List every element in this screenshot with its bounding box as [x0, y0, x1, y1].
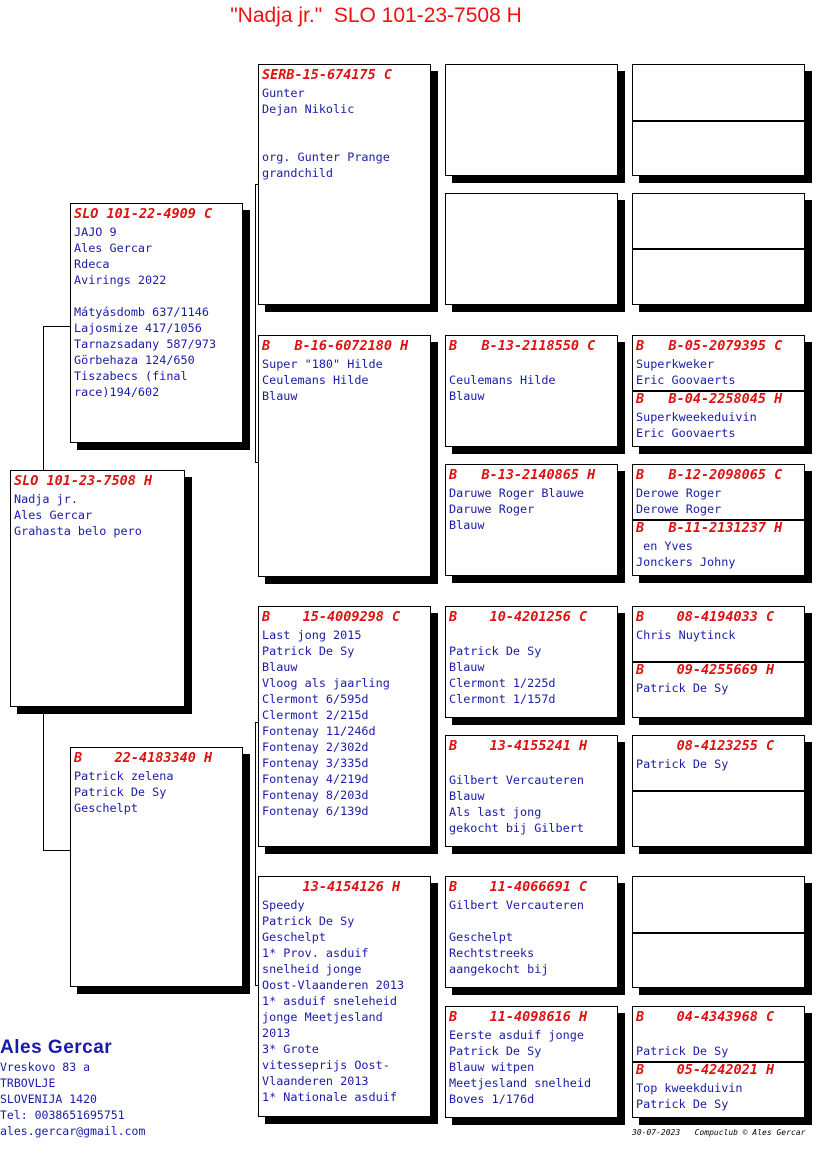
granddam-dam-card — [258, 876, 431, 1117]
footer-credit: 30-07-2023 Compuclub © Ales Gercar — [632, 1128, 806, 1137]
owner-address-line: TRBOVLJE — [0, 1076, 56, 1090]
sire-ring-number: SLO 101-22-4909 C — [74, 206, 213, 222]
info-line — [449, 627, 614, 643]
sire-info-line: Ales Gercar — [74, 241, 153, 255]
owner-info — [0, 1036, 145, 1139]
sire-card — [70, 203, 243, 443]
ring-number: B B-13-2140865 H — [449, 467, 596, 483]
pair-divider — [632, 790, 805, 792]
info-line: Gilbert Vercauteren — [449, 773, 584, 787]
info-line: jonge Meetjesland — [262, 1010, 383, 1024]
info-line — [449, 913, 614, 929]
pair-divider — [632, 661, 805, 663]
info-line: Patrick De Sy — [262, 914, 355, 928]
sire-info-line: Mátyásdomb 637/1146 — [74, 305, 209, 319]
info-line: Meetjesland snelheid — [449, 1076, 592, 1090]
info-line: Geschelpt — [262, 930, 326, 944]
connector-sire — [43, 326, 71, 471]
owner-name: Ales Gercar — [0, 1037, 113, 1058]
info-line — [262, 133, 427, 149]
owner-address-line: SLOVENIJA 1420 — [0, 1092, 97, 1106]
info-line: Patrick De Sy — [636, 1097, 729, 1111]
info-line: Eric Goovaerts — [636, 373, 736, 387]
info-line: Patrick De Sy — [636, 1044, 729, 1058]
info-line: Fontenay 4/219d — [262, 772, 369, 786]
ring-number: B 13-4155241 H — [449, 738, 588, 754]
pair-divider — [632, 932, 805, 934]
info-line: 3* Grote — [262, 1042, 319, 1056]
sire-info-line: race)194/602 — [74, 385, 160, 399]
owner-phone: Tel: 0038651695751 — [0, 1108, 125, 1122]
pair-divider — [632, 248, 805, 250]
info-line: Blauw — [449, 389, 485, 403]
sire-info-line: Avirings 2022 — [74, 273, 167, 287]
dam-info-line: Patrick zelena — [74, 769, 174, 783]
info-line: 1* Prov. asduif — [262, 946, 369, 960]
info-line: snelheid jonge — [262, 962, 362, 976]
connector-dam — [43, 709, 71, 851]
info-line: Fontenay 8/203d — [262, 788, 369, 802]
info-line: gekocht bij Gilbert — [449, 821, 584, 835]
info-line: 2013 — [262, 1026, 291, 1040]
great-grandparent-card — [445, 1006, 618, 1118]
ring-number: B 04-4343968 C — [636, 1009, 775, 1025]
owner-email: ales.gercar@gmail.com — [0, 1124, 146, 1138]
ring-number: B B-13-2118550 C — [449, 338, 596, 354]
info-line: Ceulemans Hilde — [449, 373, 556, 387]
info-line — [636, 1027, 801, 1043]
info-line: Last jong 2015 — [262, 628, 362, 642]
info-line: Rechtstreeks — [449, 946, 535, 960]
great-grandparent-card — [445, 193, 618, 305]
ring-number: SERB-15-674175 C — [262, 67, 393, 83]
dam-info-line: Geschelpt — [74, 801, 138, 815]
ring-number: B B-12-2098065 C — [636, 467, 783, 483]
sire-info-line: Tiszabecs (final — [74, 369, 188, 383]
info-line: Blauw — [262, 660, 298, 674]
info-line: Top kweekduivin — [636, 1081, 743, 1095]
info-line: Chris Nuytinck — [636, 628, 736, 642]
info-line: Clermont 2/215d — [262, 708, 369, 722]
great-grandparent-card — [445, 464, 618, 576]
info-line: Fontenay 3/335d — [262, 756, 369, 770]
pair-divider — [632, 390, 805, 392]
info-line: Eerste asduif jonge — [449, 1028, 584, 1042]
ring-number: B 11-4098616 H — [449, 1009, 588, 1025]
page-title: "Nadja jr." SLO 101-23-7508 H — [230, 4, 522, 27]
sire-info-line: JAJO 9 — [74, 225, 117, 239]
ring-number: B 11-4066691 C — [449, 879, 588, 895]
info-line: Patrick De Sy — [449, 1044, 542, 1058]
subject-pigeon-card — [10, 470, 185, 707]
info-line: Daruwe Roger — [449, 502, 535, 516]
info-line: Clermont 1/157d — [449, 692, 556, 706]
subject-info-line: Nadja jr. — [14, 492, 78, 506]
info-line: Derowe Roger — [636, 486, 722, 500]
info-line: Ceulemans Hilde — [262, 373, 369, 387]
ring-number: B 15-4009298 C — [262, 609, 401, 625]
info-line: Patrick De Sy — [262, 644, 355, 658]
dam-info-line: Patrick De Sy — [74, 785, 167, 799]
subject-info-line: Ales Gercar — [14, 508, 93, 522]
info-line: Patrick De Sy — [636, 681, 729, 695]
ring-number: B B-11-2131237 H — [636, 520, 783, 536]
info-line: Superkweker — [636, 357, 715, 371]
ring-number: B 05-4242021 H — [636, 1062, 775, 1078]
sire-info-line — [74, 288, 239, 304]
sire-info-line: Tarnazsadany 587/973 — [74, 337, 217, 351]
info-line: en Yves — [636, 539, 693, 553]
ring-number: 08-4123255 C — [636, 738, 775, 754]
info-line: Als last jong — [449, 805, 542, 819]
sire-info-line: Lajosmize 417/1056 — [74, 321, 202, 335]
info-line: Super "180" Hilde — [262, 357, 383, 371]
pair-divider — [632, 519, 805, 521]
ring-number: B 09-4255669 H — [636, 662, 775, 678]
ring-number: B 10-4201256 C — [449, 609, 588, 625]
info-line: Oost-Vlaanderen 2013 — [262, 978, 405, 992]
info-line: Boves 1/176d — [449, 1092, 535, 1106]
info-line: Derowe Roger — [636, 502, 722, 516]
info-line: Fontenay 11/246d — [262, 724, 376, 738]
info-line: Fontenay 6/139d — [262, 804, 369, 818]
info-line: Gunter — [262, 86, 305, 100]
info-line: Daruwe Roger Blauwe — [449, 486, 584, 500]
pair-divider — [632, 1061, 805, 1063]
ring-number: B B-04-2258045 H — [636, 391, 783, 407]
grandsire-sire-card — [258, 64, 431, 305]
great-grandparent-card — [445, 876, 618, 988]
info-line: Eric Goovaerts — [636, 426, 736, 440]
sire-info-line: Rdeca — [74, 257, 110, 271]
info-line: Blauw — [449, 789, 485, 803]
info-line: Fontenay 2/302d — [262, 740, 369, 754]
info-line — [449, 756, 614, 772]
pair-divider — [632, 120, 805, 122]
info-line: Blauw witpen — [449, 1060, 535, 1074]
subject-info-line: Grahasta belo pero — [14, 524, 142, 538]
info-line: Dejan Nikolic — [262, 102, 355, 116]
subject-ring-number: SLO 101-23-7508 H — [14, 473, 153, 489]
info-line: Speedy — [262, 898, 305, 912]
great-grandparent-card — [445, 606, 618, 718]
info-line — [636, 643, 801, 659]
info-line: Patrick De Sy — [449, 644, 542, 658]
info-line: 1* Nationale asduif — [262, 1090, 397, 1104]
info-line: Geschelpt — [449, 930, 513, 944]
ring-number: 13-4154126 H — [262, 879, 401, 895]
info-line: org. Gunter Prange — [262, 150, 390, 164]
great-grandparent-card — [445, 335, 618, 447]
info-line: Vlaanderen 2013 — [262, 1074, 369, 1088]
info-line: aangekocht bij — [449, 962, 549, 976]
info-line — [262, 117, 427, 133]
great-grandparent-card — [445, 735, 618, 847]
ring-number: B B-05-2079395 C — [636, 338, 783, 354]
dam-ring-number: B 22-4183340 H — [74, 750, 213, 766]
info-line: Clermont 1/225d — [449, 676, 556, 690]
ring-number: B B-16-6072180 H — [262, 338, 409, 354]
info-line: grandchild — [262, 166, 334, 180]
ring-number: B 08-4194033 C — [636, 609, 775, 625]
great-grandparent-card — [445, 64, 618, 176]
info-line — [449, 356, 614, 372]
info-line: Blauw — [262, 389, 298, 403]
info-line: Clermont 6/595d — [262, 692, 369, 706]
info-line: Blauw — [449, 660, 485, 674]
info-line: 1* asduif sneleheid — [262, 994, 397, 1008]
info-line: Gilbert Vercauteren — [449, 898, 584, 912]
dam-card — [70, 747, 243, 987]
granddam-sire-card — [258, 335, 431, 577]
grandsire-dam-card — [258, 606, 431, 847]
info-line: Superkweekeduivin — [636, 410, 757, 424]
info-line: Jonckers Johny — [636, 555, 736, 569]
owner-address-line: Vreskovo 83 a — [0, 1060, 91, 1074]
info-line: vitesseprijs Oost- — [262, 1058, 390, 1072]
sire-info-line: Görbehaza 124/650 — [74, 353, 195, 367]
info-line: Vloog als jaarling — [262, 676, 390, 690]
info-line: Blauw — [449, 518, 485, 532]
info-line: Patrick De Sy — [636, 757, 729, 771]
